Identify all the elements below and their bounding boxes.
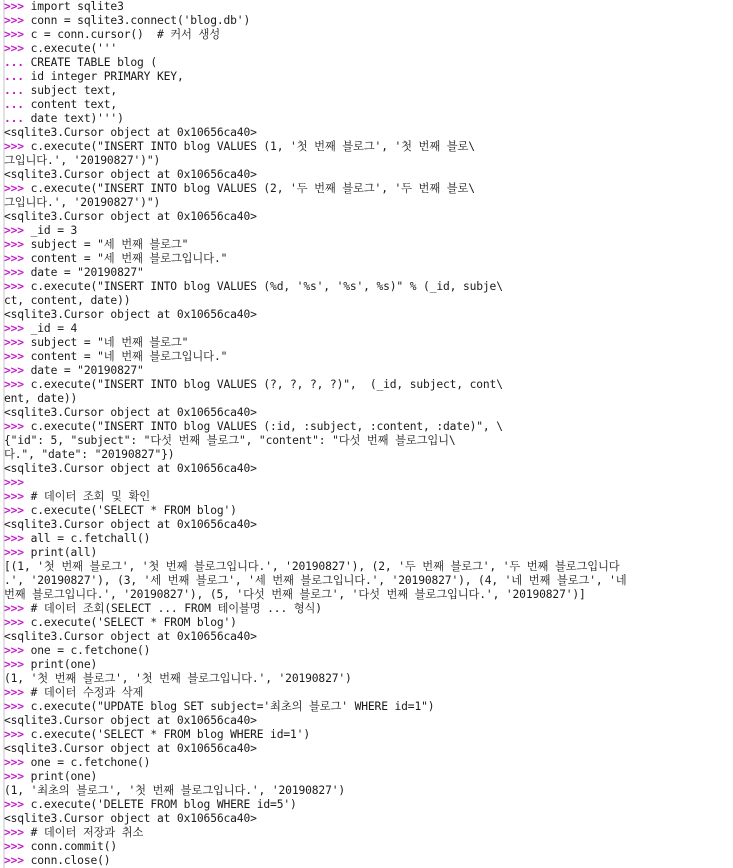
terminal-line [4, 294, 733, 308]
terminal-line [4, 616, 733, 630]
terminal-line [4, 854, 733, 868]
terminal-line [4, 308, 733, 322]
line-text: subject = "네 번째 블로그" [30, 336, 189, 349]
terminal-line [4, 336, 733, 350]
line-text: conn.commit() [30, 840, 118, 853]
prompt-marker: >>> [4, 504, 31, 517]
prompt-marker: ... [4, 70, 31, 83]
line-text: one = c.fetchone() [30, 756, 151, 769]
line-text: content = "세 번째 블로그입니다." [30, 252, 228, 265]
prompt-marker: >>> [4, 42, 31, 55]
line-text: print(all) [30, 546, 98, 559]
line-text: c.execute('SELECT * FROM blog WHERE id=1') [30, 728, 310, 741]
line-text: conn.close() [30, 854, 111, 867]
prompt-marker: >>> [4, 616, 31, 629]
line-text: .', '20190827'), (3, '세 번째 블로그', '세 번째 블로그입니다.', '20190827'), (4, '네 번째 블로그', '네 [4, 574, 627, 587]
prompt-marker: >>> [4, 238, 31, 251]
line-text: subject text, [30, 84, 118, 97]
line-text: ct, content, date)) [4, 294, 131, 307]
prompt-marker: ... [4, 112, 31, 125]
prompt-marker: >>> [4, 728, 31, 741]
terminal-line [4, 420, 733, 434]
line-text: <sqlite3.Cursor object at 0x10656ca40> [4, 742, 257, 755]
line-text: _id = 4 [30, 322, 78, 335]
prompt-marker: >>> [4, 658, 31, 671]
prompt-marker: >>> [4, 224, 31, 237]
prompt-marker: >>> [4, 840, 31, 853]
terminal-line [4, 686, 733, 700]
line-text: ent, date)) [4, 392, 78, 405]
terminal-line [4, 392, 733, 406]
line-text: c.execute('DELETE FROM blog WHERE id=5') [30, 798, 297, 811]
line-text: (1, '첫 번째 블로그', '첫 번째 블로그입니다.', '20190827') [4, 672, 352, 685]
prompt-marker: >>> [4, 700, 31, 713]
terminal-line [4, 350, 733, 364]
prompt-marker: >>> [4, 266, 31, 279]
line-text: _id = 3 [30, 224, 78, 237]
terminal-line [4, 560, 733, 574]
line-text: <sqlite3.Cursor object at 0x10656ca40> [4, 308, 257, 321]
terminal-line [4, 812, 733, 826]
line-text: subject = "세 번째 블로그" [30, 238, 189, 251]
line-text: # 데이터 수정과 삭제 [30, 686, 144, 699]
terminal-line [4, 826, 733, 840]
line-text: date = "20190827" [30, 266, 144, 279]
line-text: {"id": 5, "subject": "다섯 번째 블로그", "content": "다섯 번째 블로그입니\ [4, 434, 456, 447]
line-text: <sqlite3.Cursor object at 0x10656ca40> [4, 630, 257, 643]
line-text: <sqlite3.Cursor object at 0x10656ca40> [4, 210, 257, 223]
terminal-line [4, 112, 733, 126]
line-text: id integer PRIMARY KEY, [30, 70, 184, 83]
prompt-marker: >>> [4, 0, 31, 13]
line-text: <sqlite3.Cursor object at 0x10656ca40> [4, 714, 257, 727]
terminal-line [4, 0, 733, 14]
prompt-marker: ... [4, 84, 31, 97]
prompt-marker: >>> [4, 280, 31, 293]
line-text: [(1, '첫 번째 블로그', '첫 번째 블로그입니다.', '20190827'), (2, '두 번째 블로그', '두 번째 블로그입니다 [4, 560, 620, 573]
terminal-line [4, 476, 733, 490]
terminal-line [4, 784, 733, 798]
terminal-line [4, 378, 733, 392]
prompt-marker: >>> [4, 770, 31, 783]
prompt-marker: >>> [4, 14, 31, 27]
line-text: c.execute("INSERT INTO blog VALUES (%d, '%s', '%s', %s)" % (_id, subje\ [30, 280, 503, 293]
terminal-line [4, 28, 733, 42]
line-text: one = c.fetchone() [30, 644, 151, 657]
terminal-line [4, 518, 733, 532]
prompt-marker: >>> [4, 756, 31, 769]
terminal-line [4, 70, 733, 84]
terminal-line [4, 252, 733, 266]
prompt-marker: >>> [4, 350, 31, 363]
terminal-line [4, 154, 733, 168]
terminal-line [4, 658, 733, 672]
terminal-line [4, 798, 733, 812]
prompt-marker: >>> [4, 420, 31, 433]
terminal-line [4, 322, 733, 336]
prompt-marker: >>> [4, 490, 31, 503]
line-text: <sqlite3.Cursor object at 0x10656ca40> [4, 812, 257, 825]
terminal-line [4, 840, 733, 854]
line-text: <sqlite3.Cursor object at 0x10656ca40> [4, 462, 257, 475]
terminal-line [4, 588, 733, 602]
terminal-line [4, 672, 733, 686]
line-text: content text, [30, 98, 118, 111]
terminal-output[interactable] [4, 0, 733, 868]
line-text: c.execute(''' [30, 42, 118, 55]
prompt-marker: >>> [4, 798, 31, 811]
line-text: 그입니다.', '20190827')") [4, 154, 161, 167]
terminal-line [4, 406, 733, 420]
terminal-line [4, 210, 733, 224]
terminal-line [4, 84, 733, 98]
terminal-line [4, 756, 733, 770]
terminal-line [4, 602, 733, 616]
prompt-marker: >>> [4, 546, 31, 559]
prompt-marker: >>> [4, 826, 31, 839]
prompt-marker: >>> [4, 28, 31, 41]
prompt-marker: >>> [4, 252, 31, 265]
line-text: c.execute("INSERT INTO blog VALUES (:id, :subject, :content, :date)", \ [30, 420, 503, 433]
prompt-marker: >>> [4, 182, 31, 195]
line-text: c.execute("INSERT INTO blog VALUES (?, ?, ?, ?)", (_id, subject, cont\ [30, 378, 503, 391]
terminal-line [4, 742, 733, 756]
prompt-marker: >>> [4, 140, 31, 153]
line-text: print(one) [30, 770, 98, 783]
terminal-line [4, 14, 733, 28]
terminal-line [4, 56, 733, 70]
terminal-line [4, 224, 733, 238]
prompt-marker: >>> [4, 378, 31, 391]
terminal-line [4, 490, 733, 504]
terminal-line [4, 532, 733, 546]
terminal-line [4, 574, 733, 588]
prompt-marker: >>> [4, 476, 31, 489]
prompt-marker: >>> [4, 336, 31, 349]
line-text: CREATE TABLE blog ( [30, 56, 157, 69]
terminal-line [4, 770, 733, 784]
terminal-line [4, 98, 733, 112]
line-text: conn = sqlite3.connect('blog.db') [30, 14, 251, 27]
terminal-line [4, 168, 733, 182]
line-text: <sqlite3.Cursor object at 0x10656ca40> [4, 518, 257, 531]
line-text: c.execute('SELECT * FROM blog') [30, 616, 237, 629]
line-text: <sqlite3.Cursor object at 0x10656ca40> [4, 406, 257, 419]
line-text: <sqlite3.Cursor object at 0x10656ca40> [4, 168, 257, 181]
prompt-marker: ... [4, 98, 31, 111]
terminal-line [4, 42, 733, 56]
line-text: all = c.fetchall() [30, 532, 151, 545]
line-text: (1, '최초의 블로그', '첫 번째 블로그입니다.', '20190827') [4, 784, 346, 797]
prompt-marker: >>> [4, 364, 31, 377]
line-text: c.execute("UPDATE blog SET subject='최초의 블로그' WHERE id=1") [30, 700, 435, 713]
terminal-line [4, 448, 733, 462]
prompt-marker: >>> [4, 854, 31, 867]
terminal-line [4, 434, 733, 448]
terminal-line [4, 364, 733, 378]
terminal-line [4, 546, 733, 560]
terminal-line [4, 700, 733, 714]
line-text: print(one) [30, 658, 98, 671]
line-text: # 데이터 조회 및 확인 [30, 490, 150, 503]
line-text: 번째 블로그입니다.', '20190827'), (5, '다섯 번째 블로그', '다섯 번째 블로그입니다.', '20190827')] [4, 588, 586, 601]
terminal-line [4, 182, 733, 196]
line-text: date = "20190827" [30, 364, 144, 377]
prompt-marker: >>> [4, 644, 31, 657]
terminal-line [4, 196, 733, 210]
terminal-line [4, 644, 733, 658]
line-text: <sqlite3.Cursor object at 0x10656ca40> [4, 126, 257, 139]
line-text: c = conn.cursor() # 커서 생성 [30, 28, 220, 41]
line-text: 그입니다.', '20190827')") [4, 196, 161, 209]
terminal-line [4, 462, 733, 476]
line-text: # 데이터 조회(SELECT ... FROM 테이블명 ... 형식) [30, 602, 322, 615]
terminal-line [4, 728, 733, 742]
line-text: c.execute("INSERT INTO blog VALUES (2, '두 번째 블로그', '두 번째 블로\ [30, 182, 475, 195]
prompt-marker: >>> [4, 602, 31, 615]
line-text: date text)''') [30, 112, 124, 125]
prompt-marker: ... [4, 56, 31, 69]
prompt-marker: >>> [4, 686, 31, 699]
terminal-line [4, 238, 733, 252]
line-text: # 데이터 저장과 취소 [30, 826, 144, 839]
line-text: 다.", "date": "20190827"}) [4, 448, 175, 461]
line-text: c.execute('SELECT * FROM blog') [30, 504, 237, 517]
prompt-marker: >>> [4, 322, 31, 335]
line-text: content = "네 번째 블로그입니다." [30, 350, 228, 363]
terminal-line [4, 140, 733, 154]
prompt-marker: >>> [4, 532, 31, 545]
terminal-line [4, 714, 733, 728]
terminal-line [4, 630, 733, 644]
terminal-line [4, 126, 733, 140]
terminal-line [4, 280, 733, 294]
line-text: import sqlite3 [30, 0, 124, 13]
terminal-line [4, 504, 733, 518]
line-text: c.execute("INSERT INTO blog VALUES (1, '첫 번째 블로그', '첫 번째 블로\ [30, 140, 475, 153]
terminal-line [4, 266, 733, 280]
